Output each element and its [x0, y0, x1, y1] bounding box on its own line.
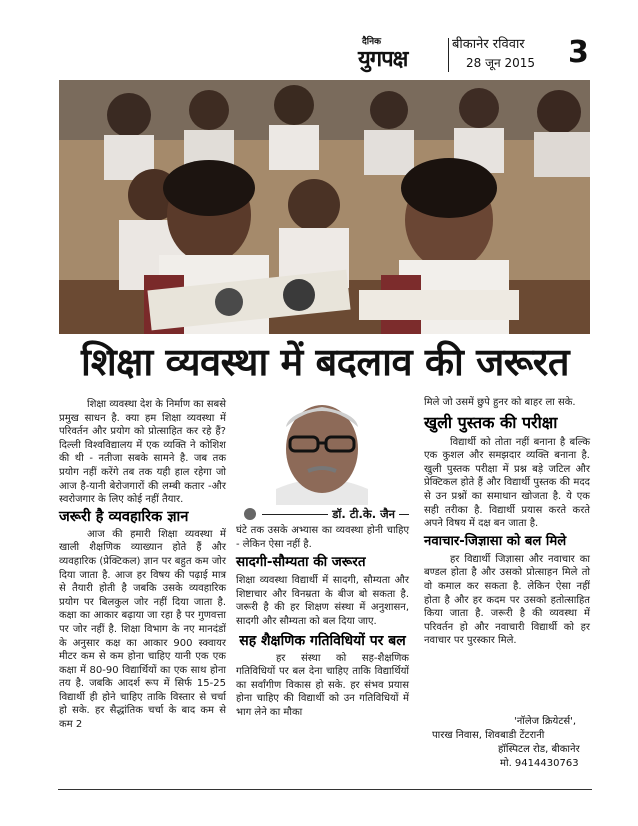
bullet-dot-icon [244, 508, 256, 520]
signature-line: 'नॉलेज क्रियेटर्स', [514, 716, 577, 727]
edition-day: बीकानेर रविवार [452, 37, 525, 52]
paragraph: शिक्षा व्यवस्था देश के निर्माण का सबसे प्रमुख साधन है. क्या हम शिक्षा व्यवस्था में परिवर्तन और प्रयोग को प्रोत्साहित कर रहे हैं? दिल्ली विश्वविद्यालय में एक व्यक्ति ने कोशिश की थी - नतीजा सबके सामने है. जब तक प्रयोग नहीं करेंगे तब तक यही हाल रहेगा जो आज है-यानी बेरोजगारों की लम्बी कतार -और स्वरोजगार के लिए कोई नहीं तैयार. [59, 399, 226, 506]
author-byline [236, 507, 409, 521]
subheading: सह शैक्षणिक गतिविधियों पर बल [239, 632, 406, 649]
paragraph: विद्यार्थी को तोता नहीं बनाना है बल्कि एक कुशल और समझदार व्यक्ति बनाना है. खुली पुस्तक परीक्षा में प्रश्न बड़े जटिल और प्रेक्टिकल होते हैं और विद्यार्थी पुस्तक की मदद से उन प्रश्नों का समाधान खोजता है. ये एक सही तरीका है. विद्यार्थी प्रयास करते करते अपने विषय में दक्ष बन जाता है. [424, 436, 590, 530]
author-photo [236, 397, 409, 505]
bottom-rule [58, 789, 592, 790]
paragraph: घंटे तक उसके अभ्यास का व्यवस्था होनी चाहिए - लेकिन ऐसा नहीं है. [236, 525, 409, 550]
subheading: खुली पुस्तक की परीक्षा [424, 412, 558, 432]
classroom-photo [59, 80, 590, 334]
paragraph: मिले जो उसमें छुपे हुनर को बाहर ला सके. [424, 397, 576, 408]
author-name: डॉ. टी.के. जैन [328, 506, 399, 522]
signature-line: हॉस्पिटल रोड, बीकानेर [498, 744, 580, 755]
article-column-2 [236, 524, 409, 720]
subheading: सादगी-सौम्यता की जरूरत [236, 554, 366, 571]
paragraph: हर विद्यार्थी जिज्ञासा और नवाचार का बण्डल होता है और उसको प्रोत्साहन मिले तो वो कमाल कर सकता है. लेकिन ऐसा नहीं होता है और हर कदम पर उसको हतोत्साहित किया जाता है. जरूरी है की व्यवस्था में परिवर्तन हो और नवाचारी विद्यार्थी को हर नवाचार पर पुरस्कार मिले. [424, 553, 590, 647]
article-headline: शिक्षा व्यवस्था में बदलाव की जरूरत [80, 340, 569, 384]
paragraph: शिक्षा व्यवस्था विद्यार्थी में सादगी, सौम्यता और शिष्टाचार और विनम्रता के बीज बो सकता है. जरूरी है की हर शिक्षण संस्था में अनुशासन, सादगी और सौम्यता को बल दिया जाए. [236, 575, 409, 627]
issue-date: 28 जून 2015 [466, 56, 536, 70]
signature-line: मो. 9414430763 [500, 758, 579, 769]
subheading: जरूरी है व्यवहारिक ज्ञान [59, 508, 189, 525]
subheading: नवाचार-जिज्ञासा को बल मिले [424, 533, 567, 549]
masthead [356, 36, 594, 76]
article-column-1 [59, 398, 226, 732]
signature-line: पारख निवास, शिवबाडी टेंटरानी [432, 730, 545, 741]
page-number: 3 [568, 35, 589, 70]
paragraph: हर संस्था को सह-शैक्षणिक गतिविधियों पर बल देना चाहिए ताकि विद्यार्थियों का सर्वांगीण विकास हो सके. हर संभव प्रयास होना चाहिए की विद्यार्थी को उन गतिविधियों में भाग लेने का मौका [236, 652, 409, 718]
logo-name: युगपक्ष [358, 47, 408, 72]
masthead-divider [448, 38, 449, 72]
logo-prefix: दैनिक [362, 37, 382, 47]
newspaper-logo [356, 36, 442, 76]
paragraph: आज की हमारी शिक्षा व्यवस्था में खाली शैक्षणिक व्याख्यान होते हैं और व्यवहारिक (प्रेक्टिकल) ज्ञान पर बहुत कम जोर दिया जाता है. आज हर विषय की पढ़ाई मात्र से तैयारी होती है जबकि उसके व्यवहारिक प्रयोग पर बिलकुल जोर नहीं दिया जाता है. कक्षा का आकार बढ़ाया जा रहा है पर गुणवत्ता पर जोर नहीं है. शिक्षा विभाग के नए मानदंडों के अनुसार कक्ष का आकार 900 स्क्वायर मीटर कम से कम होना चाहिए यानी एक एक कक्षा में 80-90 विद्यार्थियों का एक साथ होना तय है. जबकि आदर्श रूप में सिर्फ 15-25 विद्यार्थी ही होने चाहिए ताकि विस्तार से चर्चा हो सके. हर सैद्धांतिक चर्चा के बाद कम से कम 2 [59, 528, 226, 731]
article-column-3 [424, 396, 590, 648]
author-signature [432, 715, 592, 771]
